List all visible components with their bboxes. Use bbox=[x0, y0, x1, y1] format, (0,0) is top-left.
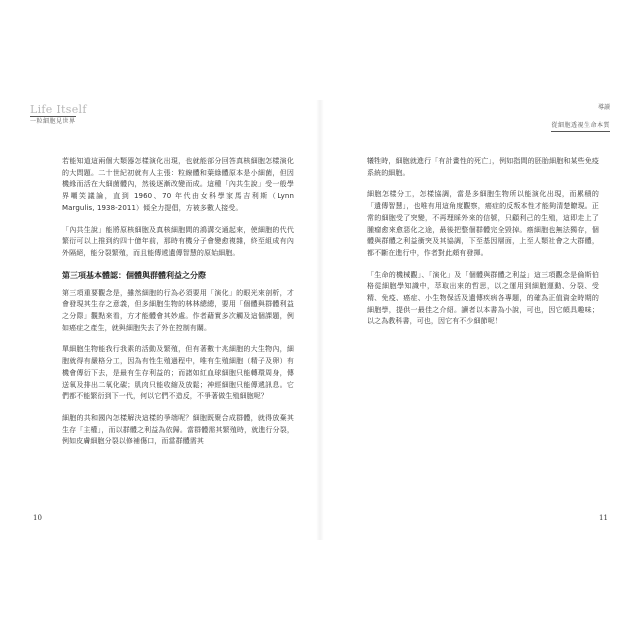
right-running-head bbox=[490, 104, 610, 132]
left-running-head bbox=[30, 104, 130, 126]
running-chapter: 導讀 bbox=[597, 104, 610, 111]
paragraph: 單細胞生物能我行我素的活動及繁殖，但有著數十兆細胞的大生物內，細胞就得有嚴格分工，因為有性生殖過程中，唯有生殖細胞（精子及卵）有機會傳衍下去，是最有生存利益的；而諸如紅血球細胞只能轉環周身，傳送氧及排出二氧化碳；肌肉只能收縮及放鬆；神經細胞只能傳遞訊息。它們都不能繁衍到下一代，何以它們不造反，不爭著做生殖細胞呢？ bbox=[62, 345, 294, 401]
right-page-body bbox=[367, 156, 599, 338]
book-gutter bbox=[316, 100, 324, 540]
paragraph: 「內共生說」能將原核細胞及真核細胞間的鴻溝交通起來，使細胞的代代繁衍可以上推到約四十億年前，那時有機分子會變愈複雜，終至組成有內外隔絕，能分裂繁殖，而且能傳遞遺傳智慧的原始細胞。 bbox=[62, 225, 294, 257]
section-heading: 第三項基本體認：個體與群體利益之分際 bbox=[62, 270, 206, 280]
running-subtitle-left: 一粒細胞見世界 bbox=[30, 118, 76, 125]
paragraph: 第三項重要觀念是，雖然細胞的行為必須要用「演化」的眼光來剖析，才會發現其生存之意義，但多細胞生物的林林總總，要用「個體與群體利益之分際」觀點來看，方才能體會其妙處。作者藉實多次觸及這個課題，例如癌症之產生，就與細胞失去了外在控制有關。 bbox=[62, 288, 294, 332]
paragraph: 若能知道這兩個大類器怎樣演化出現，也就能部分回答真核細胞怎樣演化的大問題。二十世紀初就有人主張：粒線體和葉綠體原本是小細菌，但因機緣而活在大細菌體內，然後逐漸改變而成。這種「內共生說」受一般學界嘲笑議論，直到 1960、70 年代由女科學家馬吉利斯（Lynn Margulis, 1938-2011）傾全力提倡，方被多數人接受。 bbox=[62, 157, 294, 212]
page-number-right: 11 bbox=[599, 514, 608, 522]
paragraph: 細胞的共和國內怎樣解決這樣的爭端呢？細胞既聚合成群體，就得放棄其生存「主權」，而以群體之利益為依歸。當群體需其繁殖時，就進行分裂，例如皮膚細胞分裂以修補傷口，而當群體需其 bbox=[62, 413, 294, 446]
left-page-body bbox=[62, 156, 294, 458]
paragraph: 「生命的機械觀」、「演化」及「個體與群體之利益」這三項觀念是倫斯伯格從細胞學知識中，萃取出來的哲思，以之運用到細胞運動、分裂、受精、免疫、癌症、小生物保活及遺傳疾病各專題，的確為正值資金時期的細胞學，提供一最佳之介紹。讀者以本書為小說，可也，因它頗具趣味；以之為教科書，可也，因它有不少細節呢！ bbox=[367, 270, 599, 326]
running-subtitle-right: 從細胞透視生命本質 bbox=[551, 122, 610, 132]
page-number-left: 10 bbox=[33, 514, 42, 522]
paragraph: 細胞怎樣分工，怎樣協調，當是多細胞生物所以能演化出現，而累積的「遺傳智慧」，也唯有用這角度觀察，癌症的反叛本性才能夠清楚瞭現。正常的細胞受了突變，不再理睬外來的信號，只顧利己的生殖，這即走上了腫瘤愈來愈惡化之途，最後把整個群體完全毀掉。癌細胞也無法獨存，個體與群體之利益衝突及其協調，下至基因層面，上至人類社會之大群體，都不斷在進行中，作者對此頗有發揮。 bbox=[367, 190, 599, 257]
running-title: Life Itself bbox=[30, 103, 87, 116]
paragraph: 犧牲時，細胞就進行「有計畫性的死亡」，例如指間的胚胎細胞和某些免疫系統的細胞。 bbox=[367, 157, 599, 177]
